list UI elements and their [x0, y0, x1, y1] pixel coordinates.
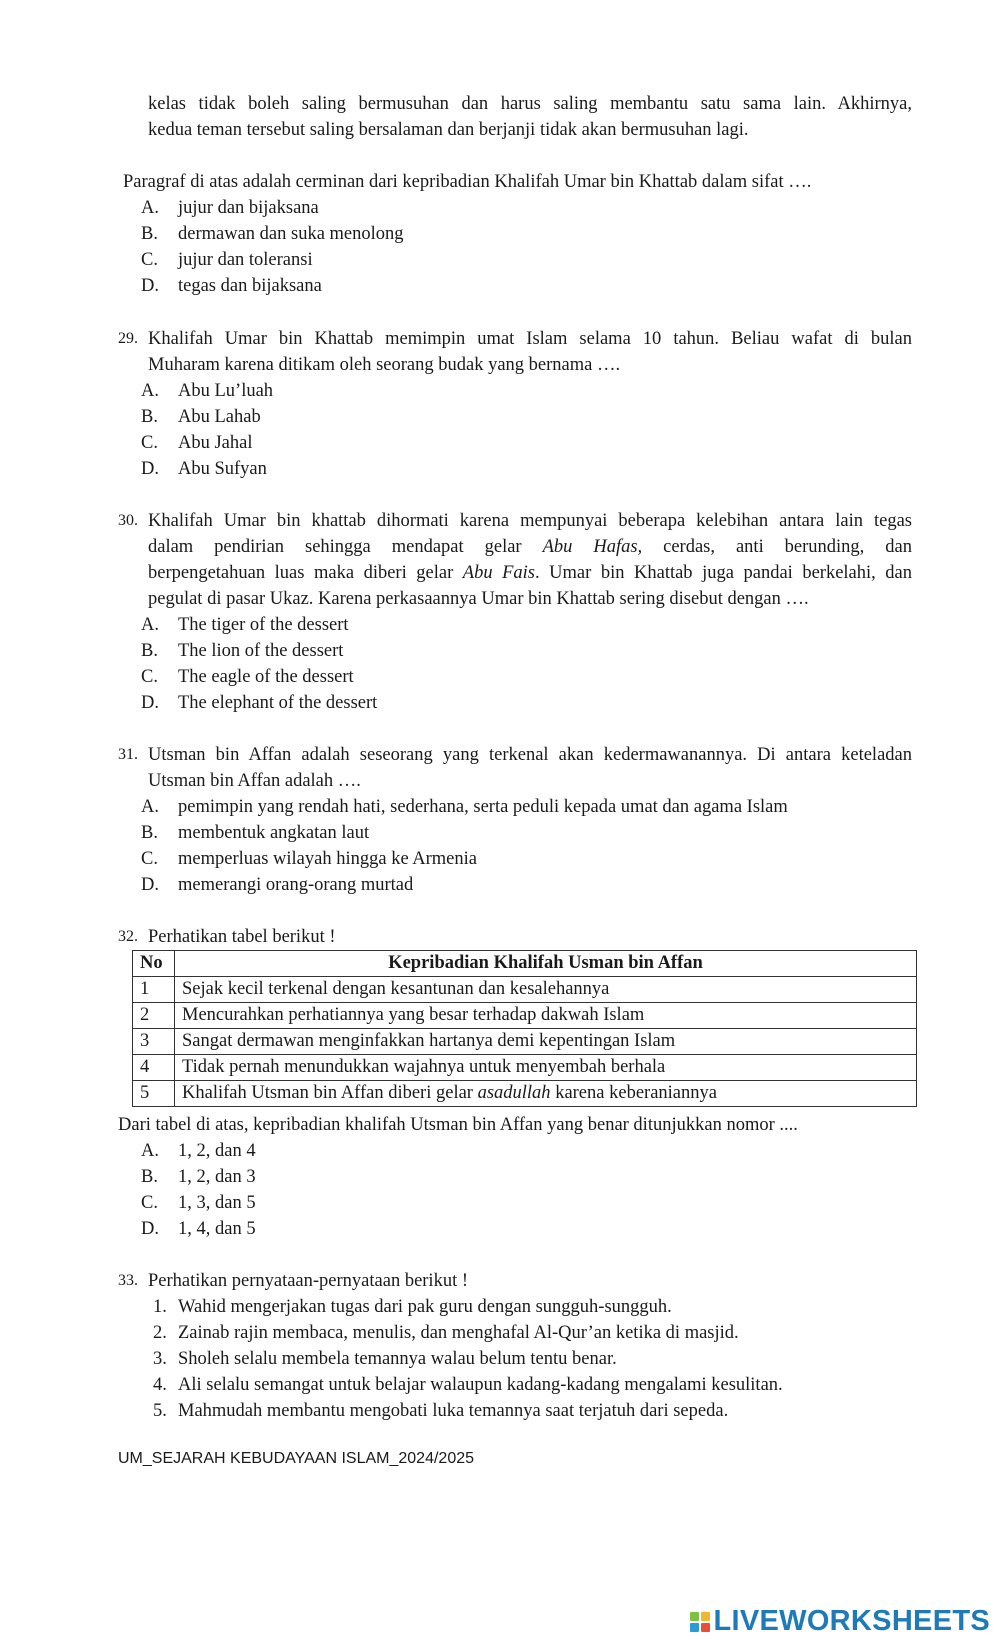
- table-header-row: [133, 951, 917, 977]
- table-row: [133, 1081, 917, 1107]
- option-letter: D.: [141, 459, 159, 479]
- table-row: [133, 1029, 917, 1055]
- question-30-line-1: Khalifah Umar bin khattab dihormati karena mempunyai beberapa kelebihan antara lain tegas: [148, 511, 912, 531]
- italic-term: asadullah: [477, 1083, 551, 1103]
- liveworksheets-brand[interactable]: [690, 1605, 991, 1638]
- table-cell-no: 2: [133, 1003, 175, 1029]
- question-31-number: 31.: [118, 746, 138, 763]
- option-letter: A.: [141, 198, 159, 218]
- table-cell-no: 3: [133, 1029, 175, 1055]
- brand-name: LIVEWORKSHEETS: [713, 1605, 990, 1637]
- option-text[interactable]: Abu Lu’luah: [178, 381, 274, 401]
- page-footer: UM_SEJARAH KEBUDAYAAN ISLAM_2024/2025: [118, 1450, 475, 1467]
- option-letter: C.: [141, 433, 158, 453]
- table-cell-text: Tidak pernah menundukkan wajahnya untuk menyembah berhala: [175, 1055, 917, 1081]
- question-30-number: 30.: [118, 512, 138, 529]
- table-cell-text: Sangat dermawan menginfakkan hartanya demi kepentingan Islam: [175, 1029, 917, 1055]
- option-letter: B.: [141, 641, 158, 661]
- option-letter: C.: [141, 250, 158, 270]
- table-cell-no: 5: [133, 1081, 175, 1107]
- option-text[interactable]: Abu Lahab: [178, 407, 261, 427]
- table-header-kepribadian: Kepribadian Khalifah Usman bin Affan: [175, 951, 917, 977]
- logo-tile: [690, 1612, 699, 1621]
- table-row: [133, 977, 917, 1003]
- statement-text: Wahid mengerjakan tugas dari pak guru dengan sungguh-sungguh.: [178, 1297, 672, 1317]
- text-segment: Khalifah Utsman bin Affan diberi gelar: [182, 1083, 478, 1103]
- question-30-line-4: pegulat di pasar Ukaz. Karena perkasaannya Umar bin Khattab sering disebut dengan ….: [148, 589, 809, 609]
- text-segment: cerdas, anti berunding, dan: [663, 537, 912, 557]
- question-32-number: 32.: [118, 928, 138, 945]
- option-text[interactable]: 1, 3, dan 5: [178, 1193, 256, 1213]
- question-29-line-2: Muharam karena ditikam oleh seorang budak yang bernama ….: [148, 355, 621, 375]
- question-29-line-1: Khalifah Umar bin Khattab memimpin umat Islam selama 10 tahun. Beliau wafat di bulan: [148, 329, 912, 349]
- option-text[interactable]: The eagle of the dessert: [178, 667, 354, 687]
- option-text[interactable]: tegas dan bijaksana: [178, 276, 322, 296]
- statement-text: Mahmudah membantu mengobati luka temannya saat terjatuh dari sepeda.: [178, 1401, 729, 1421]
- option-letter: A.: [141, 1141, 159, 1161]
- question-32-intro: Perhatikan tabel berikut !: [148, 927, 336, 947]
- option-text[interactable]: pemimpin yang rendah hati, sederhana, serta peduli kepada umat dan agama Islam: [178, 797, 788, 817]
- statement-number: 3.: [153, 1349, 167, 1369]
- option-letter: C.: [141, 667, 158, 687]
- option-text[interactable]: Abu Sufyan: [178, 459, 267, 479]
- option-letter: C.: [141, 849, 158, 869]
- question-31-line-1: Utsman bin Affan adalah seseorang yang terkenal akan kedermawanannya. Di antara keteladan: [148, 745, 912, 765]
- option-text[interactable]: jujur dan bijaksana: [178, 198, 319, 218]
- option-text[interactable]: 1, 2, dan 4: [178, 1141, 256, 1161]
- option-letter: D.: [141, 276, 159, 296]
- table-cell-text: Mencurahkan perhatiannya yang besar terhadap dakwah Islam: [175, 1003, 917, 1029]
- logo-tile: [701, 1623, 710, 1632]
- option-letter: A.: [141, 615, 159, 635]
- statement-number: 1.: [153, 1297, 167, 1317]
- statement-number: 4.: [153, 1375, 167, 1395]
- option-text[interactable]: membentuk angkatan laut: [178, 823, 370, 843]
- table-cell-no: 1: [133, 977, 175, 1003]
- statement-text: Ali selalu semangat untuk belajar walaupun kadang-kadang mengalami kesulitan.: [178, 1375, 783, 1395]
- option-letter: B.: [141, 407, 158, 427]
- statement-text: Sholeh selalu membela temannya walau belum tentu benar.: [178, 1349, 617, 1369]
- table-header-no: No: [133, 951, 175, 977]
- option-text[interactable]: The tiger of the dessert: [178, 615, 349, 635]
- text-segment: berpengetahuan luas maka diberi gelar: [148, 563, 454, 583]
- question-33-intro: Perhatikan pernyataan-pernyataan berikut !: [148, 1271, 469, 1291]
- option-text[interactable]: dermawan dan suka menolong: [178, 224, 404, 244]
- table-row: [133, 1055, 917, 1081]
- statement-text: Zainab rajin membaca, menulis, dan menghafal Al-Qur’an ketika di masjid.: [178, 1323, 739, 1343]
- question-30-line-3: [148, 560, 912, 586]
- table-cell-text: [175, 1081, 917, 1107]
- text-segment: karena keberaniannya: [550, 1083, 717, 1103]
- statement-number: 2.: [153, 1323, 167, 1343]
- question-33-number: 33.: [118, 1272, 138, 1289]
- option-letter: A.: [141, 797, 159, 817]
- text-segment: . Umar bin Khattab juga pandai berkelahi, dan: [535, 563, 913, 583]
- logo-tile: [701, 1612, 710, 1621]
- table-cell-text: Sejak kecil terkenal dengan kesantunan dan kesalehannya: [175, 977, 917, 1003]
- statement-number: 5.: [153, 1401, 167, 1421]
- table-row: [133, 1003, 917, 1029]
- option-text[interactable]: Abu Jahal: [178, 433, 253, 453]
- logo-tile: [690, 1623, 699, 1632]
- question-30-line-2: [148, 534, 912, 560]
- option-letter: B.: [141, 1167, 158, 1187]
- option-letter: D.: [141, 875, 159, 895]
- paragraph-line-1: kelas tidak boleh saling bermusuhan dan harus saling membantu satu sama lain. Akhirnya,: [148, 94, 912, 114]
- option-text[interactable]: 1, 4, dan 5: [178, 1219, 256, 1239]
- option-letter: B.: [141, 823, 158, 843]
- option-text[interactable]: memerangi orang-orang murtad: [178, 875, 414, 895]
- option-letter: C.: [141, 1193, 158, 1213]
- option-text[interactable]: 1, 2, dan 3: [178, 1167, 256, 1187]
- question-29-number: 29.: [118, 330, 138, 347]
- option-letter: A.: [141, 381, 159, 401]
- paragraph-line-2: kedua teman tersebut saling bersalaman dan berjanji tidak akan bermusuhan lagi.: [148, 120, 749, 140]
- option-text[interactable]: The elephant of the dessert: [178, 693, 378, 713]
- question-31-line-2: Utsman bin Affan adalah ….: [148, 771, 361, 791]
- option-text[interactable]: memperluas wilayah hingga ke Armenia: [178, 849, 477, 869]
- liveworksheets-logo-icon: [690, 1612, 710, 1632]
- table-cell-no: 4: [133, 1055, 175, 1081]
- italic-term: Abu Fais: [462, 563, 536, 583]
- option-letter: D.: [141, 693, 159, 713]
- question-32-text: Dari tabel di atas, kepribadian khalifah Utsman bin Affan yang benar ditunjukkan nomor ....: [118, 1115, 798, 1135]
- text-segment: dalam pendirian sehingga mendapat gelar: [148, 537, 522, 557]
- personality-table: [132, 950, 917, 1107]
- option-letter: B.: [141, 224, 158, 244]
- option-letter: D.: [141, 1219, 159, 1239]
- italic-term: Abu Hafas,: [542, 537, 643, 557]
- question-28-text: Paragraf di atas adalah cerminan dari kepribadian Khalifah Umar bin Khattab dalam sifat ….: [123, 172, 812, 192]
- option-text[interactable]: jujur dan toleransi: [178, 250, 313, 270]
- option-text[interactable]: The lion of the dessert: [178, 641, 344, 661]
